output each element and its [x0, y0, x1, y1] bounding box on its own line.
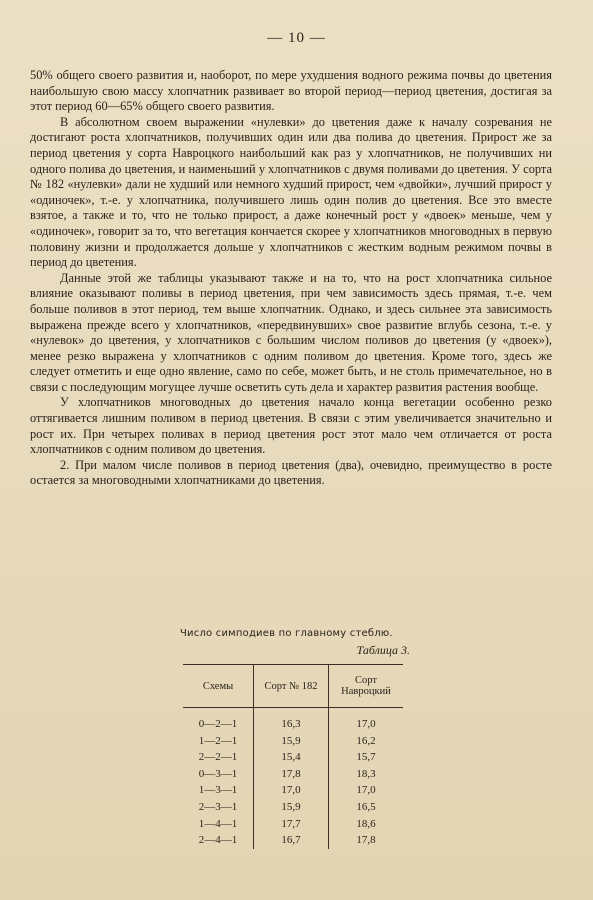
table-cell: 15,4 — [254, 749, 329, 766]
table-row — [183, 708, 403, 733]
table-row — [183, 766, 403, 783]
table-cell: 16,2 — [329, 733, 404, 750]
table-cell: 0—2—1 — [198, 718, 238, 730]
table-cell: 17,8 — [329, 832, 404, 849]
table-row — [183, 799, 403, 816]
table-cell: 1—4—1 — [198, 817, 238, 830]
table-cell: 2—4—1 — [198, 834, 238, 847]
table-cell: 2—3—1 — [198, 800, 238, 813]
table-cell: 15,7 — [329, 749, 404, 766]
table-cell: 16,3 — [254, 708, 329, 733]
paragraph: У хлопчатников многоводных до цветения начало конца вегетации особенно резко оттягивается лишним поливом в период цветения. В связи с этим увеличивается значительно и рост их. При четырех поливах в период цветения рост этот мало чем отличается от роста хлопчатников с одним поливом до цветения. — [30, 395, 552, 457]
table-cell: 17,8 — [254, 766, 329, 783]
table-label: Таблица 3. — [356, 643, 410, 657]
table-cell: 17,0 — [329, 708, 404, 733]
paragraph: Данные этой же таблицы указывают также и на то, что на рост хлопчатника сильное влияние оказывают поливы в период цветения, при чем зависимость здесь прямая, т.-е. чем больше поливов в этот период, тем выше хлопчатник. Однако, и здесь сильнее эта зависимость выражена прежде всего у хлопчатников, «передвинувших» свое развитие вглубь сезона, т.-е. у «нулевок» до цветения, у хлопчатников с большим числом поливов до цветения (у «двоек»), менее резко выражена у хлопчатников с одним поливом до цветения. Кроме того, здесь же следует отметить и еще одно явление, само по себе, может быть, и не столь примечательное, но в связи с последующим могущее лучше осветить суть дела и характер развития растения вообще. — [30, 270, 552, 394]
table-cell: 18,6 — [329, 816, 404, 833]
table-row — [183, 749, 403, 766]
table-row — [183, 816, 403, 833]
table-cell: 2—2—1 — [198, 751, 238, 764]
table-cell: 15,9 — [254, 733, 329, 750]
table-cell: 16,5 — [329, 799, 404, 816]
table-cell: 1—3—1 — [198, 784, 238, 797]
table-cell: 18,3 — [329, 766, 404, 783]
paragraph: 2. При малом числе поливов в период цветения (два), очевидно, преимущество в росте остается за многоводными хлопчатниками до цветения. — [30, 457, 552, 488]
table-caption: Число симподиев по главному стеблю. — [180, 628, 393, 639]
table-cell: 17,0 — [329, 782, 404, 799]
table-cell: 0—3—1 — [198, 767, 238, 780]
table-row — [183, 832, 403, 849]
table-cell: 16,7 — [254, 832, 329, 849]
column-header-schemes: Схемы — [183, 665, 254, 708]
column-header-variety-182: Сорт № 182 — [254, 665, 329, 708]
table-header-row — [183, 665, 403, 708]
table-cell: 17,0 — [254, 782, 329, 799]
data-table — [183, 664, 403, 849]
paragraph: В абсолютном своем выражении «нулевки» до цветения даже к началу созревания не достигают роста хлопчатников, получивших один или два полива до цветения. Прирост же за период цветения у сорта Навроцкого наибольший как раз у хлопчатников, не получивших ни одного полива до цветения, и наименьший у хлопчатников с двумя поливами до цветения. У сорта № 182 «нулевки» дали не худший или немного худший прирост, чем «двойки», лучший прирост у «одиночек», т.-е. у хлопчатника, получившего лишь один полив до цветения. Все это вместе взятое, а также и то, что не только прирост, а даже конечный рост у «двоек» меньше, чем у «одиночек», говорит за то, что вегетация кончается скорее у хлопчатников многоводных в первую половину жизни и продолжается дольше у хлопчатников с жестким водным режимом почвы в период до цветения. — [30, 114, 552, 270]
table-cell: 15,9 — [254, 799, 329, 816]
table-cell: 17,7 — [254, 816, 329, 833]
paragraph: 50% общего своего развития и, наоборот, по мере ухудшения водного режима почвы до цветения наибольшую свою массу хлопчатник развивает во второй период—период цветения, достигая за этот период 60—65% общего своего развития. — [30, 68, 552, 114]
page-number: — 10 — — [267, 30, 326, 46]
table-row — [183, 782, 403, 799]
table-row — [183, 733, 403, 750]
column-header-variety-navrotsky: Сорт Навроцкий — [329, 665, 404, 708]
table-cell: 1—2—1 — [198, 734, 238, 747]
body-text — [30, 68, 552, 489]
